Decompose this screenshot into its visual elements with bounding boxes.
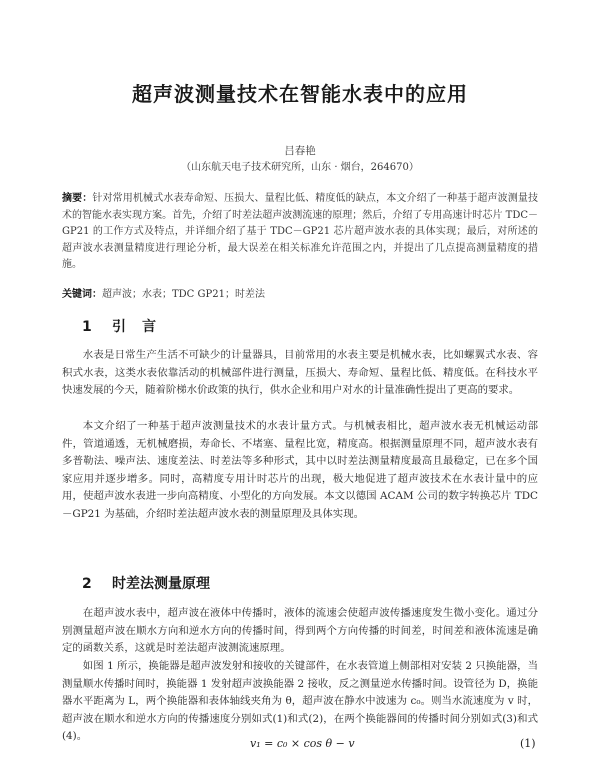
author-name: 吕春艳 (284, 145, 316, 157)
abstract (62, 191, 538, 274)
author-affiliation: （山东航天电子技术研究所，山东 · 烟台，264670） (181, 162, 419, 173)
paper-title: 超声波测量技术在智能水表中的应用 (132, 82, 468, 106)
equation-1-body: v₁ = c₀ × cos θ − v (250, 737, 355, 750)
section-2-paragraph-1: 在超声波水表中，超声波在液体中传播时，液体的流速会使超声波传播速度发生微小变化。通过分别测量超声波在顺水方向和逆水方向的传播时间，得到两个方向传播的时间差，时间差和液体流速是确定的函数关系，这就是时差法超声波测流速原理。 (62, 607, 538, 655)
section-1-title: 引言 (112, 319, 172, 335)
abstract-label: 摘要： (62, 193, 93, 204)
section-2-number: 2 (82, 576, 92, 592)
equation-1-number: (1) (520, 737, 536, 750)
keywords-text: 超声波；水表；TDC GP21；时差法 (102, 289, 265, 300)
section-1-paragraph-2: 本文介绍了一种基于超声波测量技术的水表计量方式。与机械表相比，超声波水表无机械运动部件，管道通透，无机械磨损，寿命长、不堵塞、量程比宽，精度高。根据测量原理不同，超声波水表有多普勒法、噪声法、速度差法、时差法等多种形式，其中以时差法测量精度最高且最稳定，已在多个国家应用并逐步增多。同时，高精度专用计时芯片的出现，极大地促进了超声波技术在水表计量中的应用，使超声波水表进一步向高精度、小型化的方向发展。本文以德国 ACAM 公司的数字转换芯片 TDC－GP21 为基础，介绍时差法超声波水表的测量原理及具体实现。 (62, 420, 538, 520)
section-1-number: 1 (82, 319, 92, 335)
keywords-label: 关键词： (62, 289, 102, 300)
section-1-paragraph-1: 水表是日常生产生活不可缺少的计量器具，目前常用的水表主要是机械水表，比如螺翼式水表、容积式水表，这类水表依靠活动的机械部件进行测量，压损大、寿命短、量程比低、精度低。在科技水平快速发展的今天，随着阶梯水价政策的执行，供水企业和用户对水的计量准确性提出了更高的要求。 (62, 349, 538, 397)
section-2-heading (82, 573, 210, 593)
equation-1 (0, 737, 600, 755)
section-1-heading (82, 316, 172, 336)
section-2-paragraph-2: 如图 1 所示，换能器是超声波发射和接收的关键部件，在水表管道上侧部相对安装 2 只换能器，当测量顺水传播时间时，换能器 1 发射超声波换能器 2 接收，反之测量逆水传播时间。设管径为 D，换能器水平距离为 L，两个换能器和表体轴线夹角为 θ，超声波在静水中波速为 c₀。则当水流速度为 v 时，超声波在顺水和逆水方向的传播速度分别如式(1)和式(2)，在两个换能器间的传播时间分别如式(3)和式(4)。 (62, 660, 538, 743)
section-2-title: 时差法测量原理 (112, 576, 210, 592)
keywords (62, 287, 538, 303)
abstract-text: 针对常用机械式水表寿命短、压损大、量程比低、精度低的缺点，本文介绍了一种基于超声波测量技术的智能水表实现方案。首先，介绍了时差法超声波测流速的原理；然后，介绍了专用高速计时芯片 TDC－GP21 的工作方式及特点，并详细介绍了基于 TDC－GP21 芯片超声波水表的具体实现；最后，对所述的超声波水表测量精度进行理论分析，最大误差在相关标准允许范围之内，并提出了几点提高测量精度的措施。 (62, 193, 539, 270)
